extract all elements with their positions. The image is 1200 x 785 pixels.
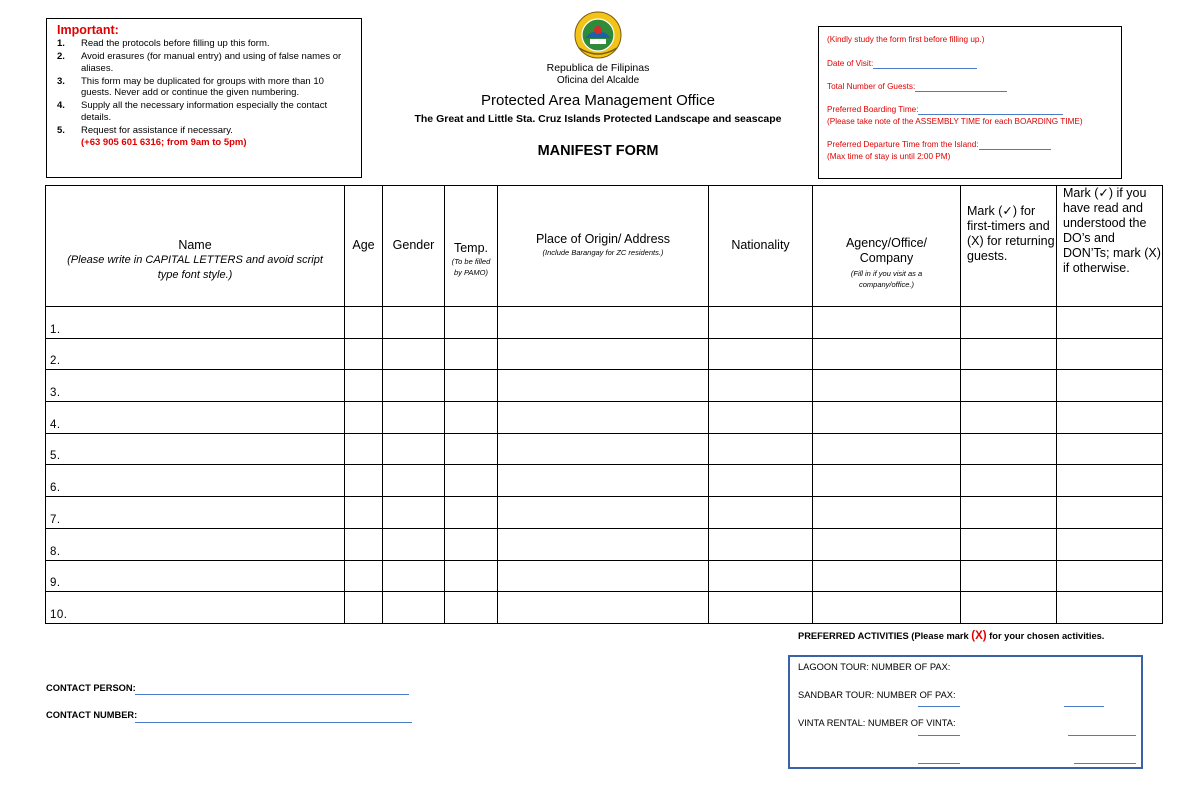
table-row — [46, 370, 1163, 402]
col-header-agency — [813, 186, 961, 307]
table-cell[interactable] — [961, 338, 1057, 370]
origin-header: Place of Origin/ Address — [535, 232, 671, 246]
important-title: Important: — [57, 23, 119, 37]
table-cell[interactable] — [961, 307, 1057, 339]
table-cell[interactable] — [383, 465, 445, 497]
table-cell[interactable] — [961, 465, 1057, 497]
item-number: 1. — [57, 38, 65, 49]
table-row — [46, 592, 1163, 624]
visit-info-box — [818, 26, 1122, 179]
table-cell[interactable] — [498, 465, 709, 497]
assistance-contact: (+63 905 601 6316; from 9am to 5pm) — [81, 136, 247, 148]
table-cell[interactable] — [813, 338, 961, 370]
preferred-activities-title — [798, 630, 1104, 642]
table-cell[interactable] — [1057, 560, 1163, 592]
table-row — [46, 402, 1163, 434]
important-item — [57, 125, 351, 148]
table-cell[interactable] — [445, 402, 498, 434]
table-cell[interactable] — [813, 497, 961, 529]
departure-time-row — [827, 140, 1113, 150]
pamo-title: Protected Area Management Office — [480, 92, 716, 109]
table-cell[interactable] — [1057, 370, 1163, 402]
table-cell[interactable] — [445, 592, 498, 624]
departure-time-field[interactable] — [979, 141, 1051, 150]
table-cell[interactable] — [813, 402, 961, 434]
table-cell[interactable] — [445, 560, 498, 592]
table-cell[interactable] — [345, 592, 383, 624]
table-cell[interactable] — [383, 307, 445, 339]
important-list — [57, 38, 351, 148]
departure-label: Preferred Departure Time from the Island: — [827, 140, 979, 149]
manifest-table — [45, 185, 1163, 624]
contact-number-label: CONTACT NUMBER: — [46, 710, 138, 720]
sandbar-tour-label: SANDBAR TOUR: NUMBER OF PAX: — [798, 690, 956, 700]
table-cell[interactable] — [813, 465, 961, 497]
contact-person-label: CONTACT PERSON: — [46, 683, 136, 693]
table-cell[interactable] — [709, 307, 813, 339]
temp-header: Temp. — [453, 240, 489, 255]
lagoon-tour-label: LAGOON TOUR: NUMBER OF PAX: — [798, 662, 951, 672]
table-cell[interactable] — [1057, 497, 1163, 529]
page-title: MANIFEST FORM — [537, 143, 659, 159]
table-cell[interactable] — [961, 497, 1057, 529]
table-cell[interactable] — [345, 465, 383, 497]
boarding-time-row — [827, 105, 1113, 115]
temp-note: (To be filled by PAMO) — [451, 256, 491, 277]
col-header-age: Age — [345, 186, 383, 307]
row-number-cell[interactable]: 6. — [46, 465, 345, 497]
item-text: Read the protocols before filling up this form. — [81, 38, 270, 49]
table-cell[interactable] — [961, 560, 1057, 592]
table-cell[interactable] — [445, 307, 498, 339]
city-seal-icon — [571, 10, 625, 60]
boarding-note: (Please take note of the ASSEMBLY TIME for each BOARDING TIME) — [827, 117, 1083, 126]
row-number-cell[interactable]: 2. — [46, 338, 345, 370]
total-guests-field[interactable] — [915, 83, 1007, 92]
table-cell[interactable] — [383, 560, 445, 592]
col-header-temp — [445, 186, 498, 307]
table-cell[interactable] — [1057, 528, 1163, 560]
date-of-visit-row — [827, 59, 1113, 69]
table-cell[interactable] — [709, 497, 813, 529]
table-cell[interactable] — [813, 560, 961, 592]
item-number: 3. — [57, 75, 65, 87]
table-row — [46, 497, 1163, 529]
contact-number-field[interactable] — [135, 722, 412, 723]
table-cell[interactable] — [498, 402, 709, 434]
col-header-origin — [498, 186, 709, 307]
col-header-gender: Gender — [383, 186, 445, 307]
name-note: (Please write in CAPITAL LETTERS and avoid script type font style.) — [67, 253, 323, 281]
table-cell[interactable] — [498, 338, 709, 370]
table-cell[interactable] — [1057, 465, 1163, 497]
item-number: 2. — [57, 51, 65, 63]
table-row — [46, 433, 1163, 465]
col-header-first-timer: Mark (✓) for first-timers and (X) for returning guests. — [961, 186, 1057, 307]
row-number-cell[interactable]: 8. — [46, 528, 345, 560]
boarding-time-field[interactable] — [918, 106, 1063, 115]
table-row — [46, 560, 1163, 592]
table-cell[interactable] — [383, 433, 445, 465]
pref-title-x: (X) — [971, 630, 987, 642]
table-cell[interactable] — [813, 592, 961, 624]
table-cell[interactable] — [498, 560, 709, 592]
table-cell[interactable] — [709, 528, 813, 560]
table-cell[interactable] — [961, 433, 1057, 465]
table-cell[interactable] — [813, 528, 961, 560]
col-header-dos-donts: Mark (✓) if you have read and understood the DO’s and DON’Ts; mark (X) if otherwise. — [1057, 186, 1163, 307]
origin-note: (Include Barangay for ZC residents.) — [542, 248, 664, 257]
table-cell[interactable] — [813, 307, 961, 339]
table-cell[interactable] — [1057, 402, 1163, 434]
pref-title-pre: PREFERRED ACTIVITIES (Please mark — [798, 631, 972, 641]
table-cell[interactable] — [383, 528, 445, 560]
table-cell[interactable] — [813, 370, 961, 402]
table-cell[interactable] — [709, 592, 813, 624]
table-header-row — [46, 186, 1163, 307]
row-number-cell[interactable]: 9. — [46, 560, 345, 592]
contact-person-field[interactable] — [135, 694, 409, 695]
table-cell[interactable] — [498, 307, 709, 339]
table-cell[interactable] — [1057, 338, 1163, 370]
table-cell[interactable] — [345, 433, 383, 465]
table-cell[interactable] — [498, 528, 709, 560]
table-row — [46, 528, 1163, 560]
table-cell[interactable] — [709, 370, 813, 402]
table-cell[interactable] — [1057, 592, 1163, 624]
office-text: Oficina del Alcalde — [556, 75, 640, 86]
table-cell[interactable] — [498, 497, 709, 529]
row-number-cell[interactable]: 1. — [46, 307, 345, 339]
total-guests-row — [827, 82, 1113, 92]
vinta-rental-label: VINTA RENTAL: NUMBER OF VINTA: — [798, 718, 956, 728]
protected-area-title: The Great and Little Sta. Cruz Islands Protected Landscape and seascape — [414, 113, 782, 125]
table-cell[interactable] — [345, 307, 383, 339]
table-cell[interactable] — [345, 370, 383, 402]
table-cell[interactable] — [445, 370, 498, 402]
table-cell[interactable] — [498, 592, 709, 624]
table-cell[interactable] — [961, 402, 1057, 434]
guests-label: Total Number of Guests: — [827, 82, 916, 91]
table-row — [46, 465, 1163, 497]
table-cell[interactable] — [383, 370, 445, 402]
item-text: This form may be duplicated for groups with more than 10 guests. Never add or continue the given numbering. — [81, 75, 324, 99]
info-note: (Kindly study the form first before filling up.) — [827, 35, 985, 44]
table-cell[interactable] — [383, 497, 445, 529]
table-cell[interactable] — [961, 528, 1057, 560]
item-number: 4. — [57, 100, 65, 112]
activities-box — [788, 655, 1143, 769]
important-item — [57, 38, 351, 50]
table-cell[interactable] — [709, 402, 813, 434]
table-cell[interactable] — [345, 338, 383, 370]
agency-note: (Fill in if you visit as a company/office.) — [850, 269, 923, 289]
table-cell[interactable] — [1057, 307, 1163, 339]
agency-header: Agency/Office/ Company — [845, 236, 928, 265]
item-text: Avoid erasures (for manual entry) and using of false names or aliases. — [81, 51, 342, 74]
extra-count-blank[interactable] — [1074, 763, 1136, 764]
table-cell[interactable] — [345, 497, 383, 529]
extra-mark-blank[interactable] — [918, 763, 960, 764]
item-text: Supply all the necessary information especially the contact details. — [81, 100, 328, 124]
table-cell[interactable] — [383, 402, 445, 434]
item-text-main: Request for assistance if necessary. — [81, 125, 233, 137]
table-cell[interactable] — [961, 592, 1057, 624]
boarding-label: Preferred Boarding Time: — [827, 105, 919, 114]
item-number: 5. — [57, 125, 65, 137]
table-row — [46, 307, 1163, 339]
row-number-cell[interactable]: 3. — [46, 370, 345, 402]
table-cell[interactable] — [709, 433, 813, 465]
row-number-cell[interactable]: 4. — [46, 402, 345, 434]
important-item — [57, 76, 351, 99]
table-cell[interactable] — [498, 370, 709, 402]
republic-text: Republica de Filipinas — [546, 62, 650, 74]
sandbar-pax-blank[interactable] — [1064, 706, 1104, 707]
departure-note: (Max time of stay is until 2:00 PM) — [827, 152, 951, 161]
important-notes-box — [46, 18, 362, 178]
table-cell[interactable] — [498, 433, 709, 465]
date-label: Date of Visit: — [827, 59, 874, 68]
table-cell[interactable] — [345, 560, 383, 592]
table-cell[interactable] — [709, 465, 813, 497]
table-row — [46, 338, 1163, 370]
table-cell[interactable] — [445, 465, 498, 497]
row-number-cell[interactable]: 5. — [46, 433, 345, 465]
table-cell[interactable] — [345, 402, 383, 434]
table-cell[interactable] — [961, 370, 1057, 402]
vinta-count-blank[interactable] — [1068, 735, 1136, 736]
important-item — [57, 51, 351, 74]
table-cell[interactable] — [1057, 433, 1163, 465]
form-header — [396, 10, 800, 159]
name-header: Name — [178, 237, 212, 252]
pref-title-post: for your chosen activities. — [986, 631, 1105, 641]
table-cell[interactable] — [445, 528, 498, 560]
table-cell[interactable] — [445, 338, 498, 370]
sandbar-mark-blank[interactable] — [918, 706, 960, 707]
table-cell[interactable] — [445, 433, 498, 465]
table-cell[interactable] — [383, 592, 445, 624]
vinta-mark-blank[interactable] — [918, 735, 960, 736]
table-cell[interactable] — [813, 433, 961, 465]
col-header-nationality: Nationality — [709, 186, 813, 307]
table-cell[interactable] — [383, 338, 445, 370]
col-header-name — [46, 186, 345, 307]
table-cell[interactable] — [445, 497, 498, 529]
row-number-cell[interactable]: 10. — [46, 592, 345, 624]
important-item — [57, 100, 351, 123]
item-text — [81, 125, 351, 148]
date-of-visit-field[interactable] — [873, 60, 977, 69]
row-number-cell[interactable]: 7. — [46, 497, 345, 529]
table-cell[interactable] — [709, 338, 813, 370]
table-cell[interactable] — [709, 560, 813, 592]
table-cell[interactable] — [345, 528, 383, 560]
